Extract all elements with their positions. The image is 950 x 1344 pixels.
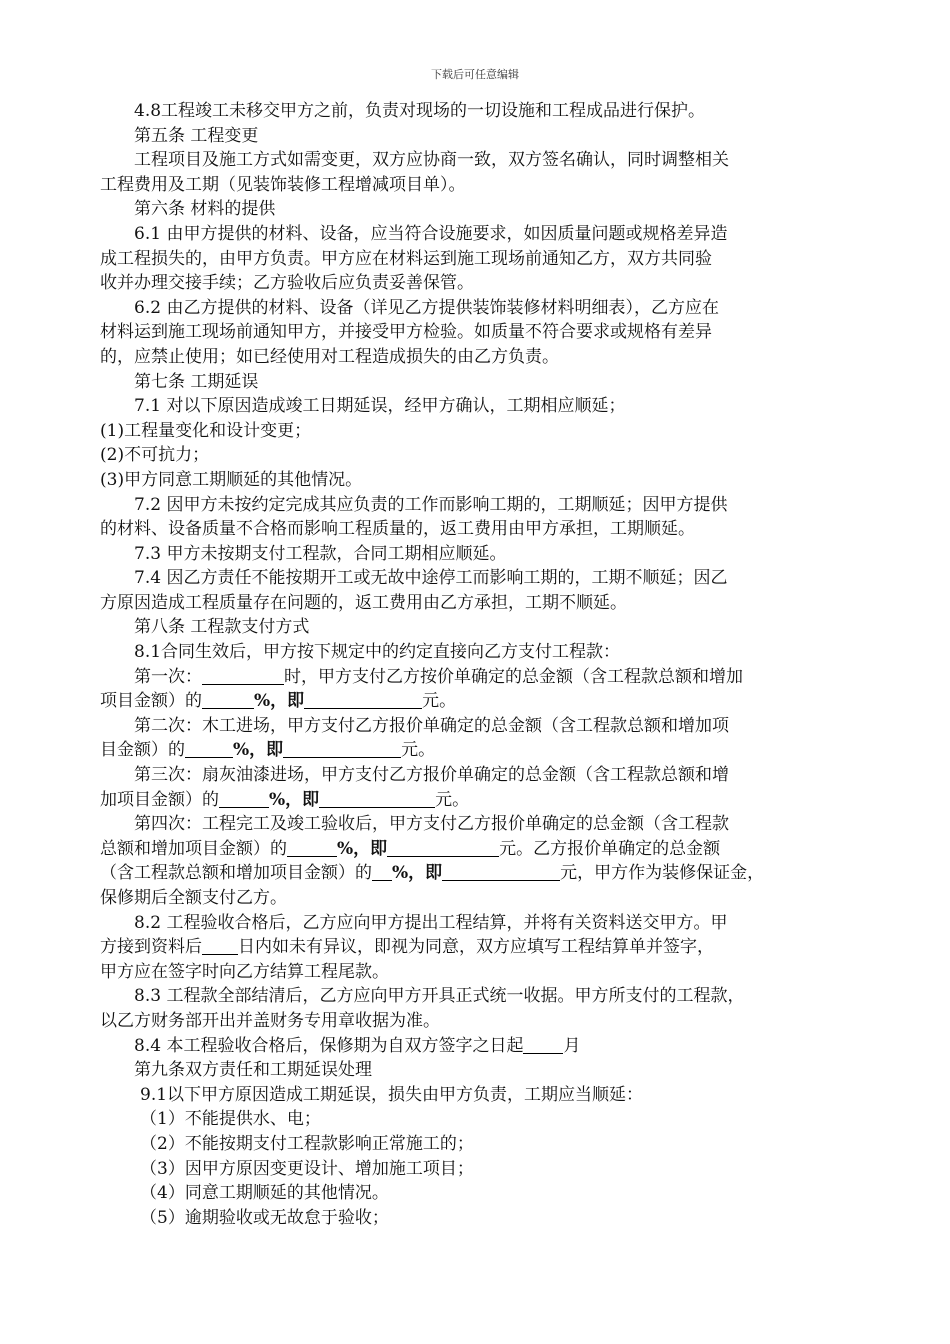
clause-6-1-cont: 成工程损失的，由甲方负责。甲方应在材料运到施工现场前通知乙方，双方共同验: [100, 248, 712, 269]
payment-first: [100, 665, 860, 690]
list-item: （5）逾期验收或无故怠于验收；: [140, 1207, 389, 1228]
contract-body: [100, 99, 860, 1230]
list-item: (3)甲方同意工期顺延的其他情况。: [100, 469, 363, 490]
clause-8-3: 8.3 工程款全部结清后，乙方应向甲方开具正式统一收据。甲方所支付的工程款，: [134, 986, 745, 1007]
blank-field: [202, 936, 238, 955]
blank-field: [523, 1035, 563, 1054]
text: 元。: [401, 740, 436, 761]
payment-fourth-cont: 保修期后全额支付乙方。: [100, 888, 287, 908]
payment-fourth: 第四次：工程完工及竣工验收后，甲方支付乙方报价单确定的总金额（含工程款: [134, 814, 729, 835]
article-8-heading: 第八条 工程款支付方式: [134, 617, 310, 638]
blank-field: [442, 862, 560, 881]
text: 日内如未有异议，即视为同意，双方应填写工程结算单并签字，: [238, 937, 714, 958]
clause-7-4: 7.4 因乙方责任不能按期开工或无故中途停工而影响工期的，工期不顺延；因乙: [134, 568, 728, 589]
text: 加项目金额）的: [100, 789, 219, 810]
percent-text: %，即: [269, 789, 320, 810]
clause-7-4-cont: 方原因造成工程质量存在问题的，返工费用由乙方承担，工期不顺延。: [100, 592, 627, 613]
text: 元。: [435, 789, 470, 810]
page-header: 下载后可任意编辑: [431, 68, 519, 81]
text: 项目金额）的: [100, 691, 202, 712]
blank-field: [372, 862, 392, 881]
article-5-text: 工程项目及施工方式如需变更，双方应协商一致，双方签名确认，同时调整相关: [134, 150, 729, 171]
text: 元，甲方作为装修保证金，: [560, 863, 765, 884]
clause-9-1: 9.1以下甲方原因造成工期延误，损失由甲方负责，工期应当顺延：: [140, 1084, 644, 1105]
blank-field: [287, 838, 337, 857]
payment-first-text: 时，甲方支付乙方按价单确定的总金额（含工程款总额和增加: [284, 666, 743, 687]
article-7-heading: 第七条 工期延误: [134, 371, 259, 392]
blank-field: [319, 789, 435, 808]
blank-field: [387, 838, 499, 857]
percent-text: %，即: [254, 691, 305, 712]
clause-6-1: 6.1 由甲方提供的材料、设备，应当符合设施要求，如因质量问题或规格差异造: [134, 223, 728, 244]
text: （含工程款总额和增加项目金额）的: [100, 863, 372, 884]
clause-8-1: 8.1合同生效后，甲方按下规定中的约定直接向乙方支付工程款：: [134, 642, 621, 663]
percent-text: %，即: [337, 838, 388, 859]
list-item: （2）不能按期支付工程款影响正常施工的；: [140, 1133, 474, 1154]
list-item: （1）不能提供水、电；: [140, 1109, 321, 1130]
blank-field: [185, 739, 233, 758]
text: 目金额）的: [100, 740, 185, 761]
payment-third-cont: [100, 788, 860, 813]
list-item: (2)不可抗力；: [100, 445, 210, 466]
payment-first-cont: [100, 689, 860, 714]
payment-first-label: 第一次：: [134, 666, 202, 687]
text: 元。乙方报价单确定的总金额: [499, 838, 721, 859]
blank-field: [219, 789, 269, 808]
clause-8-4: [100, 1034, 860, 1059]
percent-text: %，即: [392, 863, 443, 884]
clause-7-3: 7.3 甲方未按期支付工程款，合同工期相应顺延。: [134, 543, 507, 564]
clause-6-2-cont: 材料运到施工现场前通知甲方，并接受甲方检验。如质量不符合要求或规格有差异: [100, 322, 712, 343]
blank-field: [202, 666, 284, 685]
percent-text: %，即: [233, 740, 284, 761]
text: 方接到资料后: [100, 937, 202, 958]
article-6-heading: 第六条 材料的提供: [134, 199, 276, 220]
blank-field: [304, 690, 422, 709]
list-item: （4）同意工期顺延的其他情况。: [140, 1183, 389, 1204]
list-item: （3）因甲方原因变更设计、增加施工项目；: [140, 1158, 474, 1179]
article-9-heading: 第九条双方责任和工期延误处理: [134, 1060, 372, 1081]
clause-6-2: 6.2 由乙方提供的材料、设备（详见乙方提供装饰装修材料明细表），乙方应在: [134, 297, 719, 318]
blank-field: [202, 690, 254, 709]
payment-third: 第三次：扇灰油漆进场，甲方支付乙方报价单确定的总金额（含工程款总额和增: [134, 765, 729, 786]
text: 总额和增加项目金额）的: [100, 838, 287, 859]
clause-8-2-cont: [100, 935, 860, 960]
clause-8-2: 8.2 工程验收合格后，乙方应向甲方提出工程结算，并将有关资料送交甲方。甲: [134, 912, 728, 933]
clause-8-3-cont: 以乙方财务部开出并盖财务专用章收据为准。: [100, 1010, 440, 1031]
article-5-heading: 第五条 工程变更: [134, 125, 259, 146]
payment-fourth-cont: [100, 861, 860, 886]
clause-7-2-cont: 的材料、设备质量不合格而影响工程质量的，返工费用由甲方承担，工期顺延。: [100, 519, 695, 540]
clause-7-1: 7.1 对以下原因造成竣工日期延误，经甲方确认，工期相应顺延；: [134, 396, 626, 417]
text: 元。: [422, 691, 457, 712]
list-item: (1)工程量变化和设计变更；: [100, 420, 312, 441]
text: 8.4 本工程验收合格后，保修期为自双方签字之日起: [134, 1035, 524, 1056]
clause-6-2-cont: 的，应禁止使用；如已经使用对工程造成损失的由乙方负责。: [100, 346, 559, 367]
payment-fourth-cont: [100, 837, 860, 862]
clause-8-2-cont: 甲方应在签字时向乙方结算工程尾款。: [100, 961, 389, 982]
payment-second: 第二次：木工进场，甲方支付乙方报价单确定的总金额（含工程款总额和增加项: [134, 715, 729, 736]
clause-4-8: 4.8工程竣工未移交甲方之前，负责对现场的一切设施和工程成品进行保护。: [134, 101, 706, 121]
clause-6-1-cont: 收并办理交接手续；乙方验收后应负责妥善保管。: [100, 273, 474, 294]
payment-second-cont: [100, 738, 860, 763]
article-5-text-cont: 工程费用及工期（见装饰装修工程增减项目单）。: [100, 174, 466, 195]
blank-field: [283, 739, 401, 758]
clause-7-2: 7.2 因甲方未按约定完成其应负责的工作而影响工期的，工期顺延；因甲方提供: [134, 494, 728, 515]
text: 月: [563, 1035, 581, 1056]
